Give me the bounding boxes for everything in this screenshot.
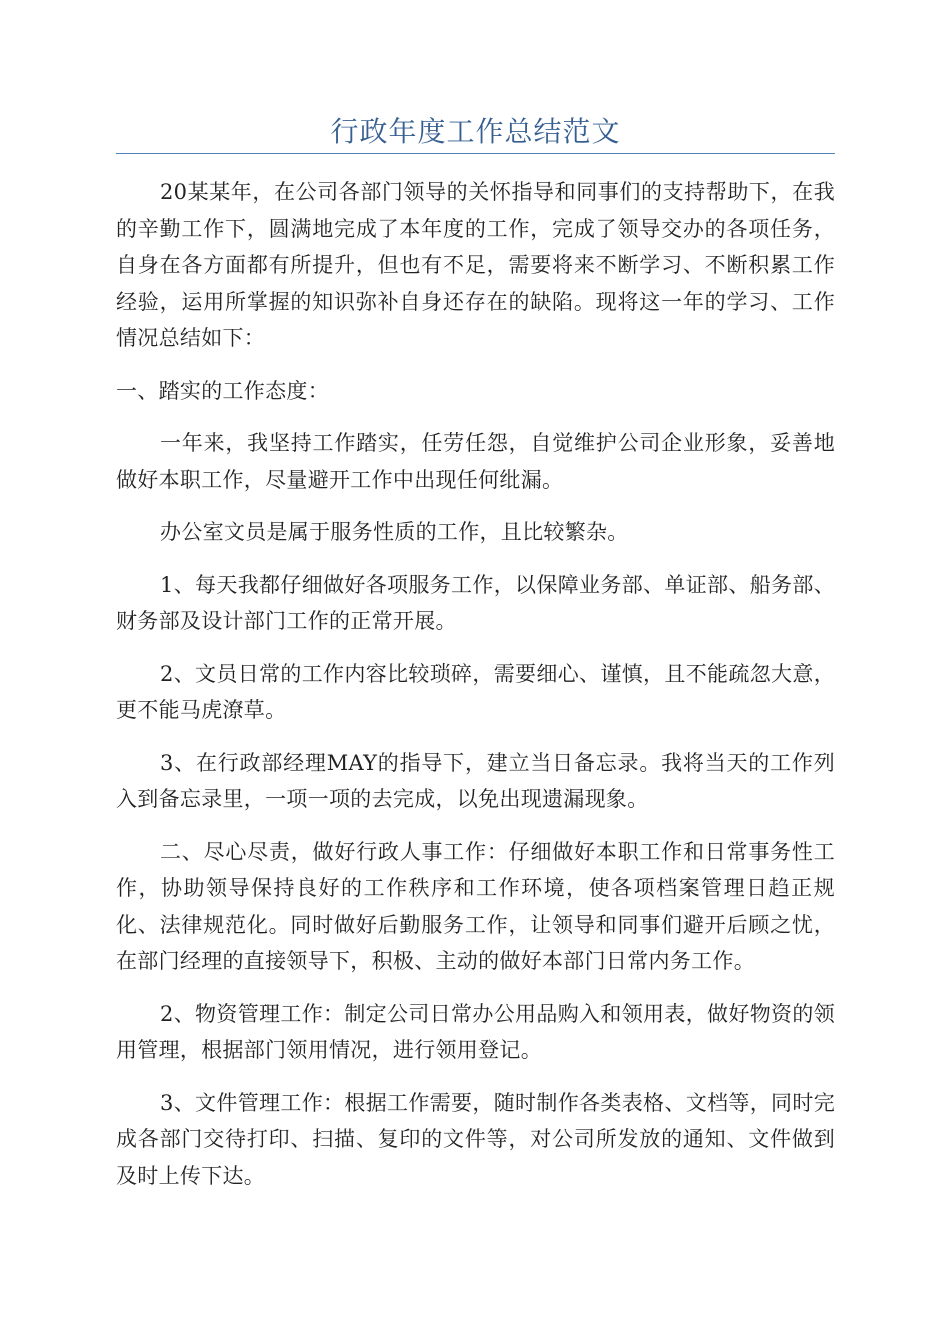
title-underline: [116, 153, 835, 154]
paragraph-intro: 20某某年，在公司各部门领导的关怀指导和同事们的支持帮助下，在我的辛勤工作下，圆满地完成了本年度的工作，完成了领导交办的各项任务，自身在各方面都有所提升，但也有不足，需要将来不断学习、不断积累工作经验，运用所掌握的知识弥补自身还存在的缺陷。现将这一年的学习、工作情况总结如下：: [116, 180, 835, 350]
list-item-2-materials: 2、物资管理工作：制定公司日常办公用品购入和领用表，做好物资的领用管理，根据部门领用情况，进行领用登记。: [116, 1001, 835, 1062]
list-item-3-files: 3、文件管理工作：根据工作需要，随时制作各类表格、文档等，同时完成各部门交待打印、扫描、复印的文件等，对公司所发放的通知、文件做到及时上传下达。: [116, 1090, 835, 1188]
section-heading-2: 二、尽心尽责，做好行政人事工作：仔细做好本职工作和日常事务性工作，协助领导保持良好的工作秩序和工作环境，使各项档案管理日趋正规化、法律规范化。同时做好后勤服务工作，让领导和同事们避开后顾之忧，在部门经理的直接领导下，积极、主动的做好本部门日常内务工作。: [116, 839, 835, 973]
paragraph: 一年来，我坚持工作踏实，任劳任怨，自觉维护公司企业形象，妥善地做好本职工作，尽量避开工作中出现任何纰漏。: [116, 431, 835, 492]
list-item-2: 2、文员日常的工作内容比较琐碎，需要细心、谨慎，且不能疏忽大意，更不能马虎潦草。: [116, 661, 835, 722]
paragraph: 办公室文员是属于服务性质的工作，且比较繁杂。: [160, 520, 629, 544]
document-body: [116, 174, 835, 1210]
section-heading-1: 一、踏实的工作态度：: [116, 378, 329, 403]
list-item-3: 3、在行政部经理MAY的指导下，建立当日备忘录。我将当天的工作列入到备忘录里，一项一项的去完成，以免出现遗漏现象。: [116, 750, 835, 811]
list-item-1: 1、每天我都仔细做好各项服务工作，以保障业务部、单证部、船务部、财务部及设计部门工作的正常开展。: [116, 572, 835, 633]
document-title: 行政年度工作总结范文: [330, 115, 621, 148]
